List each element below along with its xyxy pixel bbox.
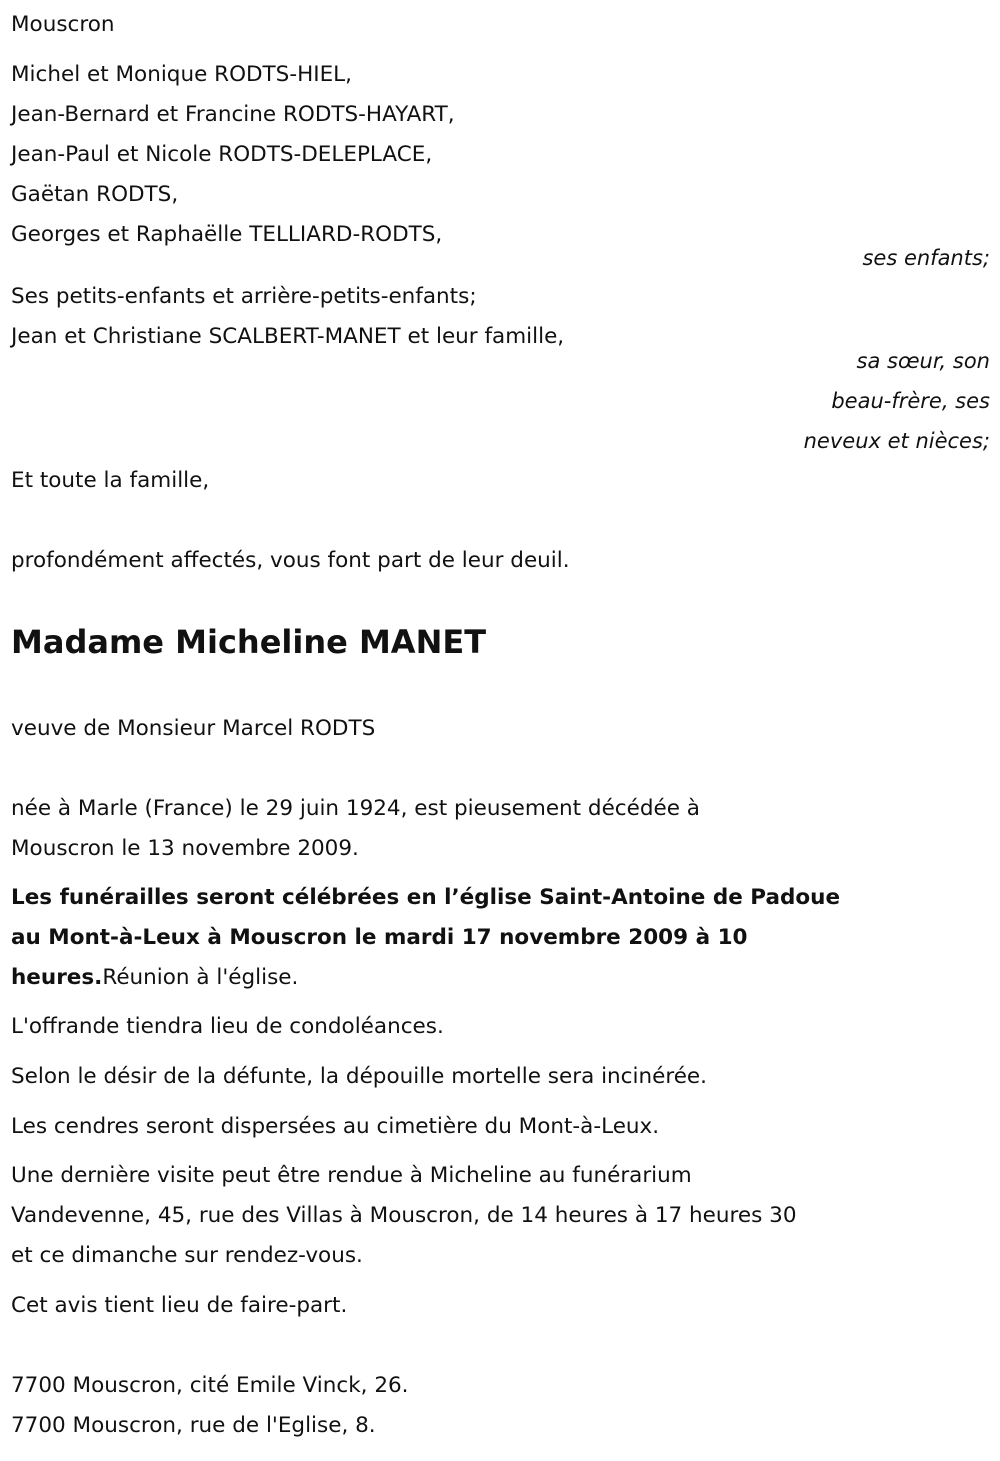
funeral-line: heures. bbox=[11, 965, 103, 990]
child-line: Gaëtan RODTS, bbox=[11, 182, 179, 207]
family: Et toute la famille, bbox=[11, 468, 210, 493]
child-line: Georges et Raphaëlle TELLIARD-RODTS, bbox=[11, 222, 443, 247]
place: Mouscron bbox=[11, 12, 115, 37]
birth-death-line: Mouscron le 13 novembre 2009. bbox=[11, 836, 359, 861]
sister-role-line: neveux et nièces; bbox=[803, 429, 990, 453]
funeral-line: au Mont-à-Leux à Mouscron le mardi 17 novembre 2009 à 10 bbox=[11, 925, 748, 950]
deceased-name: Madame Micheline MANET bbox=[11, 623, 487, 661]
children-role: ses enfants; bbox=[862, 246, 990, 270]
address: 7700 Mouscron, cité Emile Vinck, 26. bbox=[11, 1373, 409, 1398]
address: 7700 Mouscron, rue de l'Eglise, 8. bbox=[11, 1413, 376, 1438]
child-line: Jean-Bernard et Francine RODTS-HAYART, bbox=[11, 102, 455, 127]
funeral-meeting: Réunion à l'église. bbox=[102, 965, 299, 990]
child-line: Jean-Paul et Nicole RODTS-DELEPLACE, bbox=[11, 142, 433, 167]
offering: L'offrande tiendra lieu de condoléances. bbox=[11, 1014, 444, 1039]
grandchildren: Ses petits-enfants et arrière-petits-enfants; bbox=[11, 284, 477, 309]
ashes: Les cendres seront dispersées au cimetière du Mont-à-Leux. bbox=[11, 1114, 660, 1139]
visit-line: Une dernière visite peut être rendue à Micheline au funérarium bbox=[11, 1163, 692, 1188]
funeral-last-line bbox=[11, 958, 298, 998]
sister-role-line: beau-frère, ses bbox=[831, 389, 990, 413]
cremation: Selon le désir de la défunte, la dépouille mortelle sera incinérée. bbox=[11, 1064, 707, 1089]
notice: Cet avis tient lieu de faire-part. bbox=[11, 1293, 348, 1318]
visit-line: Vandevenne, 45, rue des Villas à Mouscron, de 14 heures à 17 heures 30 bbox=[11, 1203, 797, 1228]
announcement: profondément affectés, vous font part de leur deuil. bbox=[11, 548, 570, 573]
visit-line: et ce dimanche sur rendez-vous. bbox=[11, 1243, 363, 1268]
child-line: Michel et Monique RODTS-HIEL, bbox=[11, 62, 352, 87]
birth-death-line: née à Marle (France) le 29 juin 1924, est pieusement décédée à bbox=[11, 796, 700, 821]
funeral-line: Les funérailles seront célébrées en l’église Saint-Antoine de Padoue bbox=[11, 885, 841, 910]
sister: Jean et Christiane SCALBERT-MANET et leur famille, bbox=[11, 324, 565, 349]
sister-role-line: sa sœur, son bbox=[856, 349, 990, 373]
widow-of: veuve de Monsieur Marcel RODTS bbox=[11, 716, 376, 741]
